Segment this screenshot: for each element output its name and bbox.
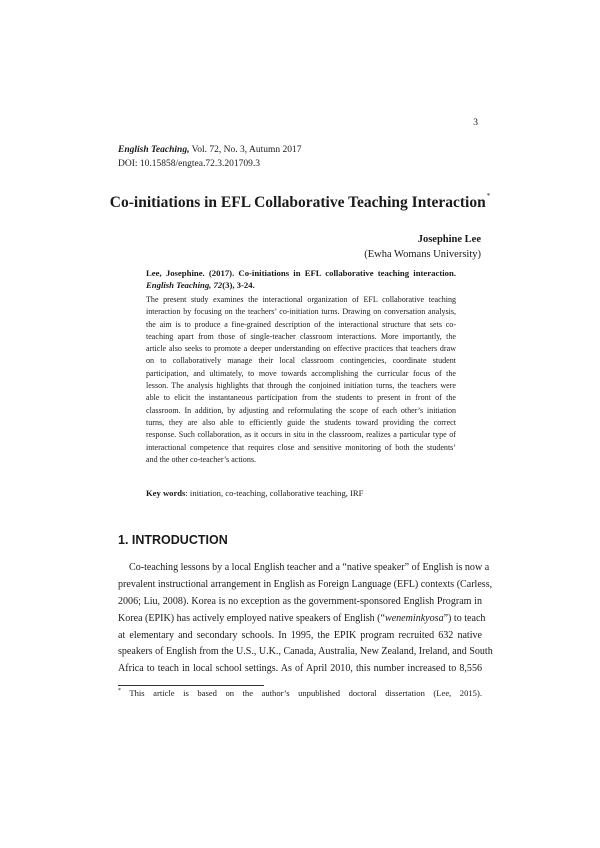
citation-journal: English Teaching, 72 (146, 280, 223, 291)
abstract (146, 294, 456, 466)
body-line: prevalent instructional arrangement in English as Foreign Language (EFL) contexts (Carless, (118, 578, 493, 590)
footnote (118, 688, 482, 698)
footnote-rule (118, 685, 264, 686)
abstract-line: interactional competence that requires close and sensitive monitoring of both the students’ (146, 442, 456, 452)
citation-block (146, 267, 456, 292)
footnote-text: This article is based on the author’s unpublished doctoral dissertation (Lee, 2015). (121, 688, 482, 698)
keywords (146, 488, 363, 498)
abstract-line: and the other co-teacher’s actions. (146, 454, 257, 464)
body-line-with-term (118, 611, 486, 628)
abstract-line: the aim is to produce a fine-grained description of the interactional structure that sets co- (146, 319, 456, 329)
introduction-body (118, 560, 493, 678)
author-name: Josephine Lee (417, 234, 481, 245)
body-line: Africa to teach in local school settings. As of April 2010, this number increased to 8,556 (118, 663, 482, 675)
footnote-mark: * (118, 688, 121, 694)
abstract-line: teaching apart from those of single-teacher classroom interactions. More importantly, the (146, 331, 456, 341)
abstract-line: able to elicit the instantaneous participation from the students to present in front of the (146, 393, 456, 403)
abstract-line: participation, and ultimately, to move towards accomplishing the curricular focus of the (146, 368, 456, 378)
body-line-tail: ”) to teach (443, 612, 486, 624)
page-number: 3 (473, 118, 478, 128)
keywords-label: Key words (146, 488, 186, 498)
journal-citation-line (118, 143, 302, 157)
section-heading: 1. INTRODUCTION (118, 533, 228, 547)
italic-term: weneminkyosa (385, 612, 444, 624)
body-line: 2006; Liu, 2008). Korea is no exception as the government-sponsored English Program in (118, 595, 482, 607)
article-title (0, 192, 600, 212)
citation-issue-pages: (3), 3-24. (222, 280, 255, 291)
journal-details: Vol. 72, No. 3, Autumn 2017 (189, 145, 302, 155)
body-line-text: Korea (EPIK) has actively employed native speakers of English (“ (118, 612, 385, 624)
abstract-line: classroom. In addition, by adjusting and reformulating the scope of each other’s initiation (146, 405, 456, 415)
body-line: at elementary and secondary schools. In 1995, the EPIK program recruited 632 native (118, 629, 482, 641)
abstract-line: The present study examines the interactional organization of EFL collaborative teaching (146, 295, 456, 304)
article-title-text: Co-initiations in EFL Collaborative Teaching Interaction (109, 194, 486, 211)
abstract-line: lesson. The analysis highlights that through the conjoined initiation turns, the teachers were (146, 381, 456, 391)
abstract-line: on to collaboratively manage their local classroom contingencies, coordinate student (146, 356, 456, 366)
body-line: Co-teaching lessons by a local English teacher and a “native speaker” of English is now a (129, 562, 490, 573)
journal-header (118, 143, 302, 171)
author-affiliation: (Ewha Womans University) (364, 249, 481, 260)
abstract-line: interaction by focusing on the teachers’ co-initiation turns. Drawing on conversation analysis, (146, 307, 456, 317)
citation-line-1: Lee, Josephine. (2017). Co-initiations in EFL collaborative teaching interaction. (146, 268, 456, 278)
body-line: speakers of English from the U.S., U.K., Canada, Australia, New Zealand, Ireland, and South (118, 646, 493, 658)
doi-line: DOI: 10.15858/engtea.72.3.201709.3 (118, 159, 260, 169)
citation-line-2 (146, 279, 456, 291)
abstract-line: response. Such collaboration, as it occurs in situ in the classroom, realizes a particular type of (146, 430, 456, 440)
keywords-text: : initiation, co-teaching, collaborative teaching, IRF (185, 488, 364, 498)
abstract-line: article also seeks to promote a deeper understanding on effective practices that teachers draw (146, 344, 456, 354)
title-footnote-mark: * (486, 192, 491, 200)
journal-name: English Teaching, (118, 145, 190, 155)
abstract-line: turns, they are also able to efficiently guide the students toward providing the correct (146, 417, 456, 427)
